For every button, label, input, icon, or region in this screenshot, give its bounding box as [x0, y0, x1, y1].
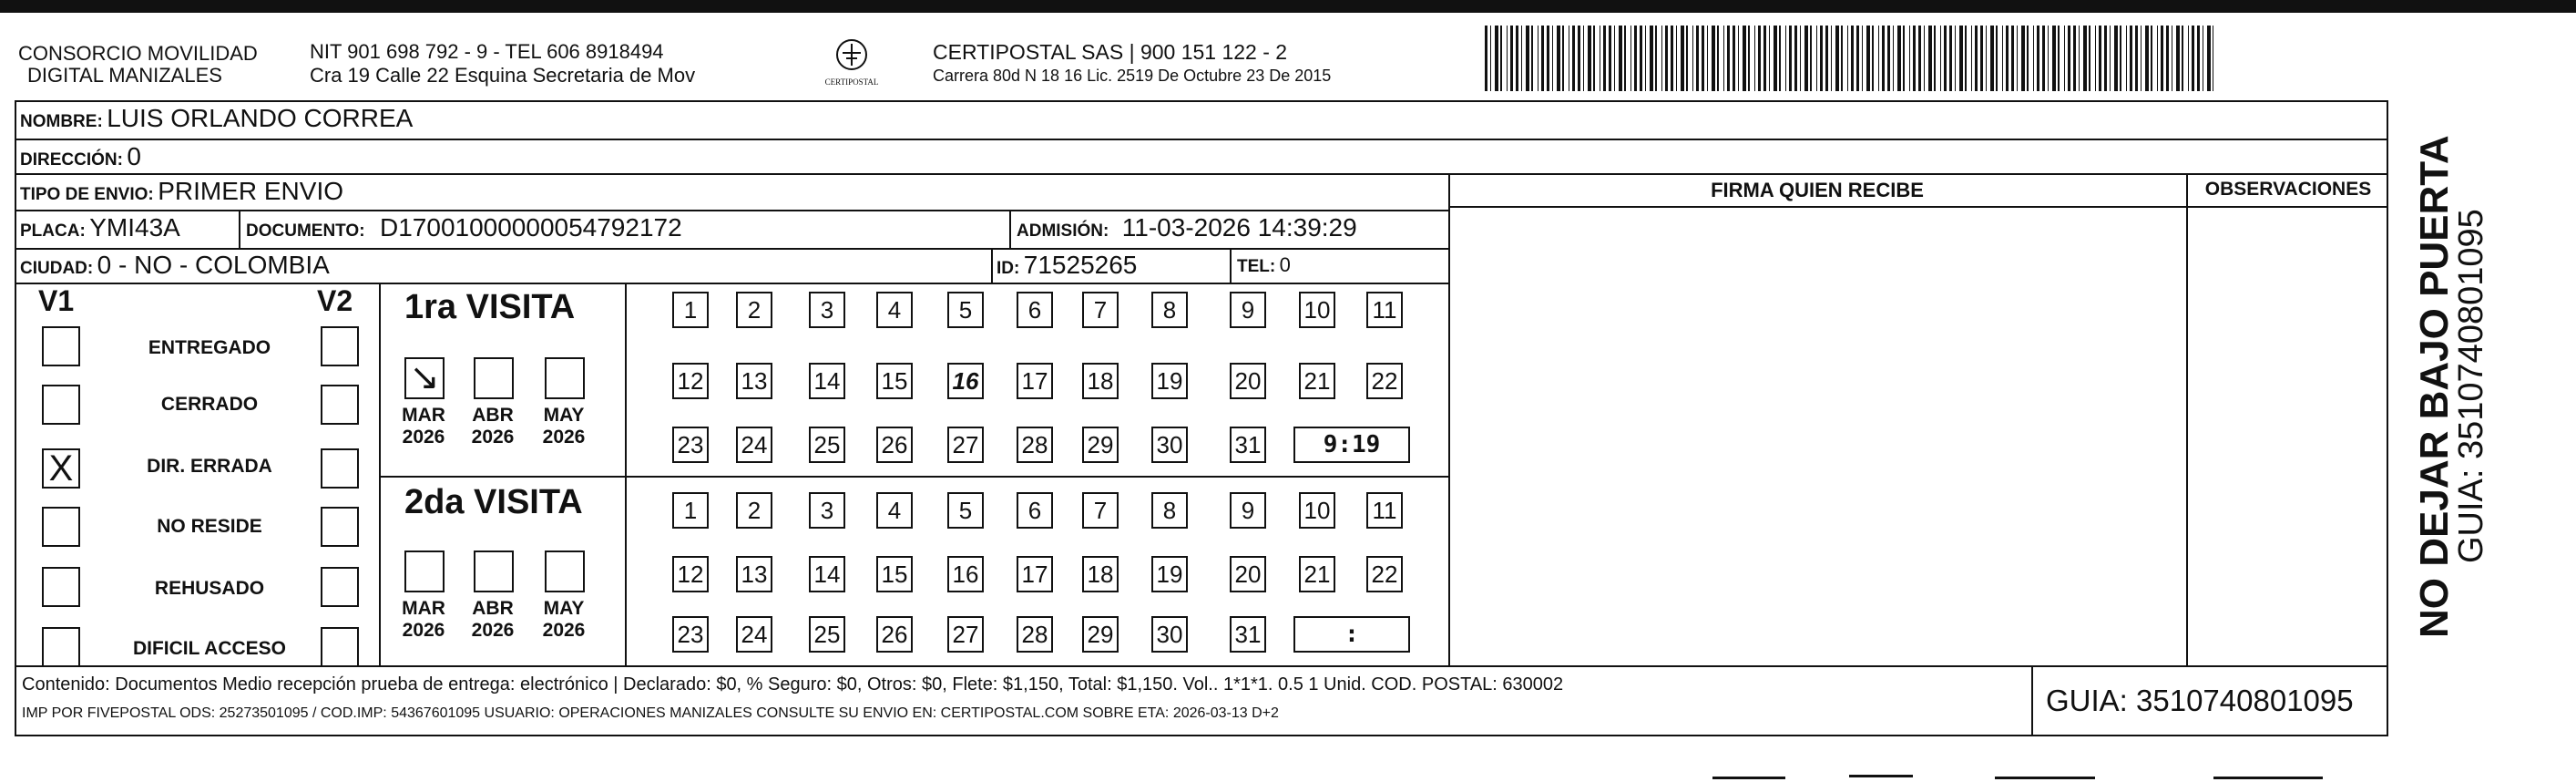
visit2-title: 2da VISITA	[404, 483, 583, 521]
visit1-day-box[interactable]: 23	[672, 427, 709, 463]
certipostal-logo-icon	[815, 36, 888, 97]
v2-checkbox[interactable]	[321, 448, 359, 489]
placa-value: YMI43A	[89, 213, 180, 242]
visit2-day-box[interactable]: 6	[1017, 492, 1053, 529]
visit1-day-box[interactable]: 14	[809, 363, 845, 399]
visit2-day-box[interactable]: 9	[1230, 492, 1266, 529]
status-option-label: CERRADO	[160, 394, 259, 415]
visit2-time-box[interactable]: :	[1293, 616, 1410, 653]
tel-label: TEL:	[1237, 257, 1276, 276]
visit1-day-box[interactable]: 27	[947, 427, 984, 463]
direccion-field	[20, 142, 141, 171]
col-line	[1448, 173, 1450, 665]
row-line	[379, 476, 1448, 478]
footer-line-2: IMP POR FIVEPOSTAL ODS: 25273501095 / COD.IMP: 54367601095 USUARIO: OPERACIONES MANIZALES CONSULTE SU ENVIO EN: CERTIPOSTAL.COM SOBRE ETA: 2026-03-13 D+2	[22, 705, 1279, 721]
visit2-month-label: MAY	[543, 598, 585, 619]
row-line	[15, 210, 1448, 211]
ciudad-value: 0 - NO - COLOMBIA	[97, 251, 330, 279]
visit2-day-box[interactable]: 30	[1151, 616, 1188, 653]
visit1-day-box[interactable]: 4	[876, 292, 913, 328]
visit1-day-box[interactable]: 26	[876, 427, 913, 463]
observaciones-label: OBSERVACIONES	[2204, 179, 2372, 200]
v1-checkbox[interactable]	[42, 385, 80, 425]
status-option-label: REHUSADO	[154, 578, 265, 599]
tipo-envio-field	[20, 177, 343, 206]
visit2-month-checkbox[interactable]	[545, 550, 585, 592]
visit1-day-box[interactable]: 28	[1017, 427, 1053, 463]
visit2-day-box[interactable]: 4	[876, 492, 913, 529]
v2-checkbox[interactable]	[321, 567, 359, 607]
nit-line: NIT 901 698 792 - 9 - TEL 606 8918494	[310, 40, 664, 63]
visit1-day-box[interactable]: 17	[1017, 363, 1053, 399]
col-line	[1009, 210, 1011, 248]
placa-label: PLACA:	[20, 221, 86, 241]
row-line	[15, 283, 1448, 284]
company-line-2: DIGITAL MANIZALES	[27, 64, 222, 87]
tipo-label: TIPO DE ENVIO:	[20, 185, 154, 204]
visit1-day-box[interactable]: 13	[736, 363, 772, 399]
nombre-field	[20, 104, 413, 133]
visit1-day-box[interactable]: 7	[1082, 292, 1119, 328]
scan-mark	[1712, 777, 1785, 779]
admision-field	[1017, 213, 1357, 242]
tel-field	[1237, 253, 1291, 277]
v1-checkbox[interactable]	[42, 627, 80, 667]
direccion-value: 0	[127, 142, 141, 170]
visit1-month-checkbox[interactable]: ↘	[404, 357, 445, 399]
visit2-day-box[interactable]: 17	[1017, 556, 1053, 592]
visit1-day-box[interactable]: 29	[1082, 427, 1119, 463]
visit1-day-box[interactable]: 20	[1230, 363, 1266, 399]
footer-guia: GUIA: 3510740801095	[2046, 684, 2354, 717]
visit1-day-box[interactable]: 21	[1299, 363, 1335, 399]
visit2-day-box[interactable]: 23	[672, 616, 709, 653]
visit2-day-box[interactable]: 19	[1151, 556, 1188, 592]
direccion-label: DIRECCIÓN:	[20, 150, 123, 170]
id-field	[997, 251, 1137, 280]
v2-checkbox[interactable]	[321, 627, 359, 667]
tel-value: 0	[1279, 253, 1291, 276]
visit1-year-label: 2026	[471, 427, 515, 448]
visit1-day-box[interactable]: 1	[672, 292, 709, 328]
footer-line-1: Contenido: Documentos Medio recepción prueba de entrega: electrónico | Declarado: $0, % Seguro: $0, Otros: $0, Flete: $1,150, Total: $1,150. Vol.. 1*1*1. 0.5 1 Unid. COD. POSTAL: 630002	[22, 674, 1564, 695]
visit1-month-checkbox[interactable]	[545, 357, 585, 399]
visit2-month-checkbox[interactable]	[474, 550, 514, 592]
v1-checkbox[interactable]	[42, 326, 80, 366]
visit1-day-box[interactable]: 16	[947, 363, 984, 399]
visit1-day-box[interactable]: 8	[1151, 292, 1188, 328]
visit1-day-box[interactable]: 6	[1017, 292, 1053, 328]
visit1-time-box[interactable]: 9:19	[1293, 427, 1410, 463]
carrier-line-2: Carrera 80d N 18 16 Lic. 2519 De Octubre 23 De 2015	[933, 67, 1332, 85]
firma-label: FIRMA QUIEN RECIBE	[1711, 179, 1924, 201]
row-line	[15, 173, 2388, 175]
visit2-day-box[interactable]: 3	[809, 492, 845, 529]
visit1-day-box[interactable]: 3	[809, 292, 845, 328]
col-line	[991, 248, 993, 283]
visit1-day-box[interactable]: 19	[1151, 363, 1188, 399]
side-guia: GUIA: 3510740801095	[2452, 209, 2490, 563]
admision-label: ADMISIÓN:	[1017, 221, 1109, 241]
scan-mark	[1849, 775, 1913, 777]
v2-checkbox[interactable]	[321, 507, 359, 547]
id-label: ID:	[997, 259, 1020, 278]
visit2-year-label: 2026	[402, 620, 445, 641]
visit2-day-box[interactable]: 26	[876, 616, 913, 653]
visit1-month-label: MAY	[543, 405, 585, 426]
scan-mark	[2213, 777, 2323, 779]
status-option-label: NO RESIDE	[157, 516, 262, 537]
visit1-day-box[interactable]: 5	[947, 292, 984, 328]
v2-checkbox[interactable]	[321, 385, 359, 425]
visit1-month-label: ABR	[472, 405, 514, 426]
visit1-year-label: 2026	[542, 427, 586, 448]
visit2-day-box[interactable]: 2	[736, 492, 772, 529]
visit2-day-box[interactable]: 10	[1299, 492, 1335, 529]
visit1-day-box[interactable]: 2	[736, 292, 772, 328]
visit2-month-checkbox[interactable]	[404, 550, 445, 592]
visit1-day-box[interactable]: 25	[809, 427, 845, 463]
documento-label: DOCUMENTO:	[246, 221, 365, 241]
row-line	[15, 248, 1448, 250]
visit1-day-box[interactable]: 31	[1230, 427, 1266, 463]
visit1-title: 1ra VISITA	[404, 288, 576, 326]
visit1-day-box[interactable]: 18	[1082, 363, 1119, 399]
visit2-day-box[interactable]: 14	[809, 556, 845, 592]
visit2-day-box[interactable]: 28	[1017, 616, 1053, 653]
visit2-year-label: 2026	[542, 620, 586, 641]
nombre-label: NOMBRE:	[20, 112, 103, 131]
row-line	[1448, 206, 2388, 208]
visit2-day-box[interactable]: 21	[1299, 556, 1335, 592]
visit2-day-box[interactable]: 20	[1230, 556, 1266, 592]
admision-value: 11-03-2026 14:39:29	[1121, 213, 1357, 242]
visit2-day-box[interactable]: 13	[736, 556, 772, 592]
placa-field	[20, 213, 180, 242]
visit2-month-label: ABR	[472, 598, 514, 619]
visit1-day-box[interactable]: 30	[1151, 427, 1188, 463]
visit1-year-label: 2026	[402, 427, 445, 448]
visit2-day-box[interactable]: 22	[1366, 556, 1403, 592]
col-line	[239, 210, 240, 248]
scan-edge-top	[0, 0, 2576, 13]
v1-label: V1	[38, 284, 75, 317]
visit1-day-box[interactable]: 12	[672, 363, 709, 399]
scan-mark	[1995, 777, 2095, 779]
status-option-label: ENTREGADO	[148, 337, 271, 358]
visit2-day-box[interactable]: 11	[1366, 492, 1403, 529]
ciudad-field	[20, 251, 330, 280]
visit2-day-box[interactable]: 5	[947, 492, 984, 529]
visit1-day-box[interactable]: 15	[876, 363, 913, 399]
visit2-day-box[interactable]: 29	[1082, 616, 1119, 653]
visit2-year-label: 2026	[471, 620, 515, 641]
row-line	[15, 139, 2388, 140]
visit1-day-box[interactable]: 22	[1366, 363, 1403, 399]
col-line	[2186, 173, 2188, 665]
col-line	[625, 283, 627, 665]
v2-label: V2	[317, 284, 353, 317]
visit2-day-box[interactable]: 15	[876, 556, 913, 592]
visit1-day-box[interactable]: 11	[1366, 292, 1403, 328]
visit2-day-box[interactable]: 1	[672, 492, 709, 529]
col-line	[2031, 665, 2033, 736]
side-title: NO DEJAR BAJO PUERTA	[2412, 135, 2457, 638]
visit2-day-box[interactable]: 31	[1230, 616, 1266, 653]
status-option-label: DIR. ERRADA	[147, 456, 272, 477]
v1-checkbox[interactable]: X	[42, 448, 80, 489]
nombre-value: LUIS ORLANDO CORREA	[107, 104, 414, 132]
col-line	[1230, 248, 1232, 283]
visit2-month-label: MAR	[402, 598, 445, 619]
address-line: Cra 19 Calle 22 Esquina Secretaria de Mov	[310, 64, 696, 87]
id-value: 71525265	[1023, 251, 1138, 279]
v1-checkbox[interactable]	[42, 507, 80, 547]
v2-checkbox[interactable]	[321, 326, 359, 366]
ciudad-label: CIUDAD:	[20, 259, 94, 278]
logo-text: CERTIPOSTAL	[824, 77, 879, 87]
visit1-month-label: MAR	[402, 405, 445, 426]
visit2-day-box[interactable]: 8	[1151, 492, 1188, 529]
visit2-day-box[interactable]: 16	[947, 556, 984, 592]
visit2-day-box[interactable]: 25	[809, 616, 845, 653]
visit1-day-box[interactable]: 10	[1299, 292, 1335, 328]
carrier-line-1: CERTIPOSTAL SAS | 900 151 122 - 2	[933, 40, 1288, 64]
company-line-1: CONSORCIO MOVILIDAD	[18, 42, 258, 65]
tipo-value: PRIMER ENVIO	[158, 177, 344, 205]
visit2-day-box[interactable]: 27	[947, 616, 984, 653]
status-option-label: DIFICIL ACCESO	[132, 638, 286, 659]
visit1-day-box[interactable]: 24	[736, 427, 772, 463]
visit2-day-box[interactable]: 24	[736, 616, 772, 653]
visit1-day-box[interactable]: 9	[1230, 292, 1266, 328]
documento-field	[246, 213, 682, 242]
col-line	[379, 283, 381, 665]
documento-value: D17001000000054792172	[380, 213, 682, 242]
v1-checkbox[interactable]	[42, 567, 80, 607]
visit2-day-box[interactable]: 7	[1082, 492, 1119, 529]
visit1-month-checkbox[interactable]	[474, 357, 514, 399]
visit2-day-box[interactable]: 12	[672, 556, 709, 592]
visit2-day-box[interactable]: 18	[1082, 556, 1119, 592]
barcode	[1485, 26, 2213, 91]
